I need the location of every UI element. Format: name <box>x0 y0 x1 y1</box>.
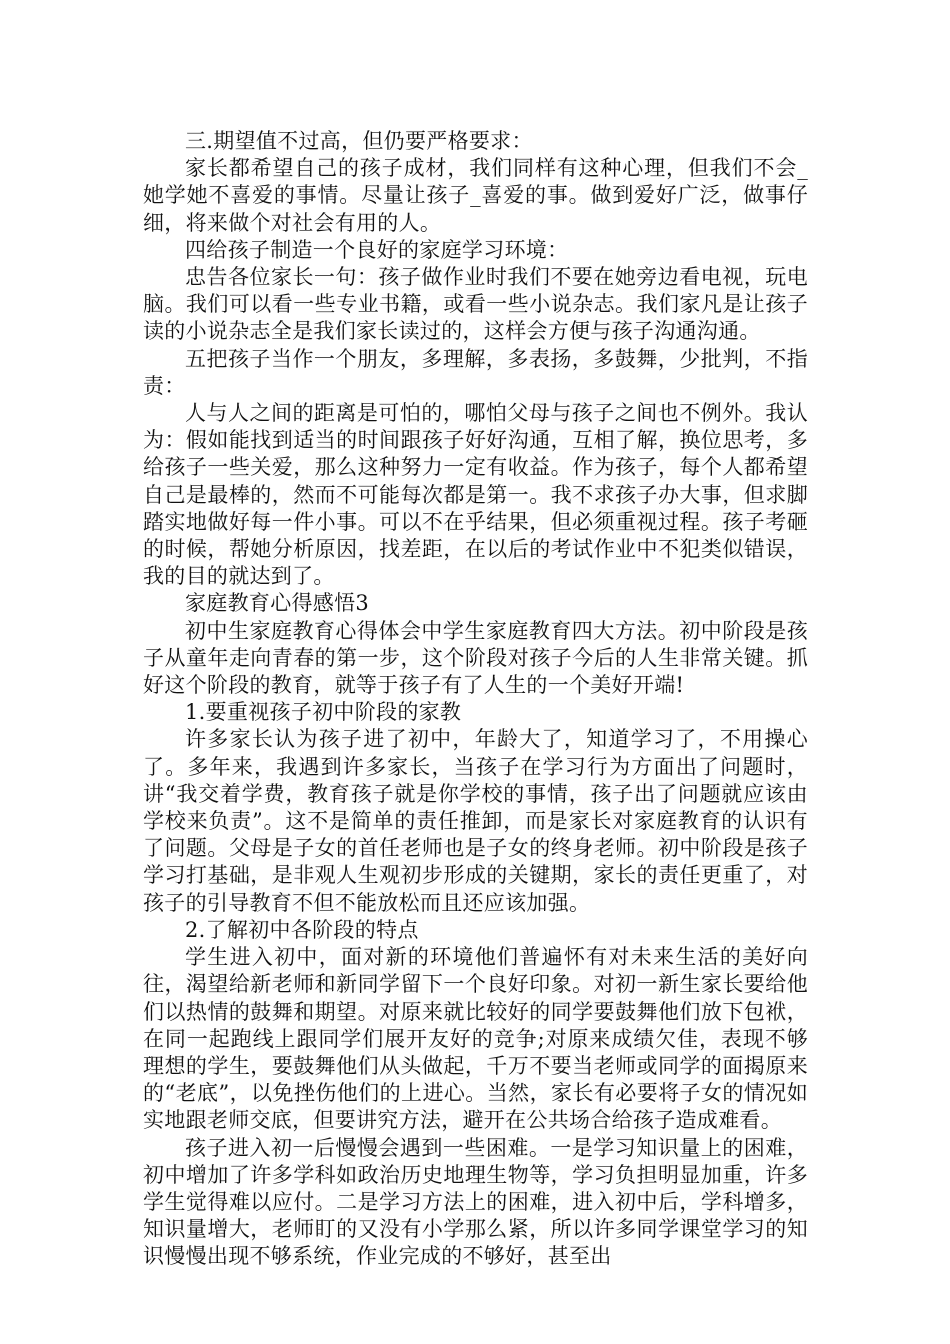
body-paragraph: 孩子进入初一后慢慢会遇到一些困难。一是学习知识量上的困难，初中增加了许多学科如政治历史地理生物等，学习负担明显加重，许多学生觉得难以应付。二是学习方法上的困难，进入初中后，学科增多，知识量增大，老师盯的又没有小学那么紧，所以许多同学课堂学习的知识慢慢出现不够系统，作业完成的不够好，甚至出 <box>143 1135 808 1269</box>
body-paragraph: 初中生家庭教育心得体会中学生家庭教育四大方法。初中阶段是孩子从童年走向青春的第一步，这个阶段对孩子今后的人生非常关键。抓好这个阶段的教育，就等于孩子有了人生的一个美好开端! <box>143 618 808 698</box>
body-paragraph: 忠告各位家长一句：孩子做作业时我们不要在她旁边看电视，玩电脑。我们可以看一些专业书籍，或看一些小说杂志。我们家凡是让孩子读的小说杂志全是我们家长读过的，这样会方便与孩子沟通沟通。 <box>143 265 808 344</box>
section-heading: 1.要重视孩子初中阶段的家教 <box>185 700 462 725</box>
section-heading: 四给孩子制造一个良好的家庭学习环境： <box>185 237 569 262</box>
body-paragraph: 人与人之间的距离是可怕的，哪怕父母与孩子之间也不例外。我认为：假如能找到适当的时间跟孩子好好沟通，互相了解，换位思考，多给孩子一些关爱，那么这种努力一定有收益。作为孩子，每个人都希望自己是最棒的，然而不可能每次都是第一。我不求孩子办大事，但求脚踏实地做好每一件小事。可以不在乎结果，但必须重视过程。孩子考砸的时候，帮她分析原因，找差距，在以后的考试作业中不犯类似错误，我的目的就达到了。 <box>143 401 808 589</box>
section-heading: 三.期望值不过高，但仍要严格要求： <box>185 129 533 153</box>
section-heading: 家庭教育心得感悟3 <box>185 591 370 616</box>
section-heading: 2.了解初中各阶段的特点 <box>185 917 419 942</box>
section-heading: 五把孩子当作一个朋友，多理解，多表扬，多鼓舞，少批判，不指责： <box>143 346 808 398</box>
body-paragraph: 许多家长认为孩子进了初中，年龄大了，知道学习了，不用操心了。多年来，我遇到许多家长，当孩子在学习行为方面出了问题时，讲“我交着学费，教育孩子就是你学校的事情，孩子出了问题就应该由学校来负责”。这不是简单的责任推卸，而是家长对家庭教育的认识有了问题。父母是子女的首任老师也是子女的终身老师。初中阶段是孩子学习打基础，是非观人生观初步形成的关键期，家长的责任更重了，对孩子的引导教育不但不能放松而且还应该加强。 <box>143 727 808 915</box>
body-paragraph: 学生进入初中，面对新的环境他们普遍怀有对未来生活的美好向往，渴望给新老师和新同学留下一个良好印象。对初一新生家长要给他们以热情的鼓舞和期望。对原来就比较好的同学要鼓舞他们放下包袱，在同一起跑线上跟同学们展开友好的竞争;对原来成绩欠佳，表现不够理想的学生，要鼓舞他们从头做起，千万不要当老师或同学的面揭原来的“老底”，以免挫伤他们的上进心。当然，家长有必要将子女的情况如实地跟老师交底，但要讲究方法，避开在公共场合给孩子造成难看。 <box>143 945 808 1133</box>
body-paragraph: 家长都希望自己的孩子成材，我们同样有这种心理，但我们不会_她学她不喜爱的事情。尽量让孩子_喜爱的事。做到爱好广泛，做事仔细，将来做个对社会有用的人。 <box>143 156 808 235</box>
document-page <box>143 128 808 1271</box>
